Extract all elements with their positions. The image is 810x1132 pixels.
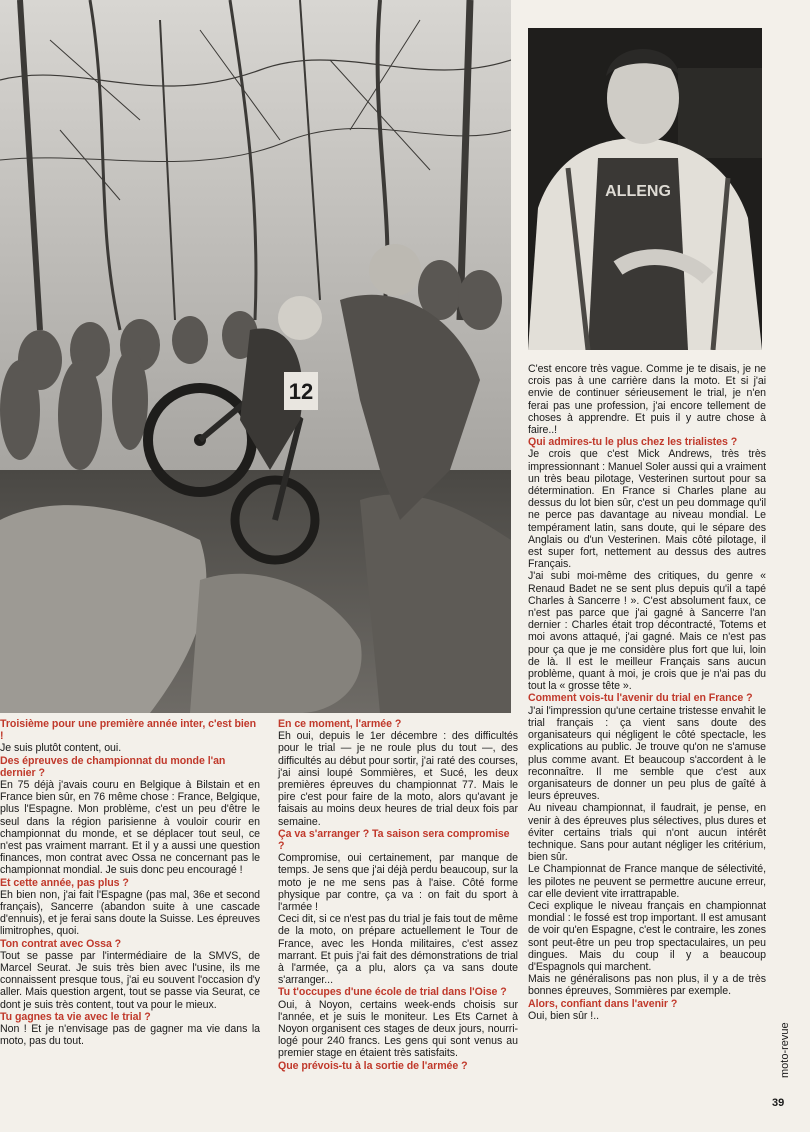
answer: Ceci explique le niveau français en championnat mondial : le fossé est trop important. Il est amusant de voir qu'en Espagne, c'est le contraire, les zones sont peut-être un peu trop spectaculaires, un peu dingues. Mais du coup il y a beaucoup d'Espagnols qui marchent.	[528, 899, 766, 973]
question: Ça va s'arranger ? Ta saison sera compromise ?	[278, 827, 510, 853]
question: Qui admires-tu le plus chez les trialistes ?	[528, 436, 738, 449]
trial-action-photo	[0, 0, 511, 713]
answer: J'ai subi moi-même des critiques, du genre « Renaud Badet ne se sent plus depuis qu'il a tapé Charles à Sancerre ! ». C'est absolument faux, ce n'est pas parce que j'ai gagné à Sancerre l'an dernier : Charles était trop décontracté, Totems et moi avons attaqué, j'ai gagné. Mais ce n'est pas pour ça que je me considère plus fort que lui, loin de là. Il est le meilleur Français sans aucun problème, quant à moi, je crois que je n'ai pas du tout la « grosse tête ».	[528, 570, 766, 693]
question: En ce moment, l'armée ?	[278, 718, 402, 730]
answer: C'est encore très vague. Comme je te disais, je ne crois pas à une carrière dans la moto. Et si j'ai envie de continuer sérieusement le trial, je n'en ferai pas une profession, j'ai encore tellement de choses à apprendre. Et puis il y autre chose à faire..!	[528, 363, 766, 437]
article-column-2	[278, 718, 518, 1072]
answer: Oui, bien sûr !..	[528, 1009, 599, 1022]
magazine-name	[777, 1010, 791, 1078]
rider-number: 12	[288, 379, 314, 404]
answer: Eh oui, depuis le 1er décembre : des difficultés pour le trial — je ne roule plus du tout —, des difficultés au début pour sortir, j'ai raté des courses, j'ai ainsi loupé Sommières, et Sucé, les deux premières épreuves du championnat 77. Mais le pire c'est pour faire de la moto, alors qu'avant je faisais au moins deux heures de trial deux fois par semaine.	[278, 730, 518, 828]
answer: Tout se passe par l'intermédiaire de la SMVS, de Marcel Seurat. Je suis très bien avec l'usine, ils me connaissent presque tous, j'ai eu souvent l'occasion d'y aller. Mais question argent, tout se passe via Seurat, ce dont je suis très content, tout va pour le mieux.	[0, 949, 260, 1011]
question: Tu t'occupes d'une école de trial dans l'Oise ?	[278, 986, 507, 999]
question: Des épreuves de championnat du monde l'an dernier ?	[0, 754, 226, 779]
answer: Au niveau championnat, il faudrait, je pense, en venir à des épreuves plus sélectives, plus dures et éviter certains trials qui n'ont aucun intérêt technique. Sans pour autant négliger les critérium, bien sûr.	[528, 802, 766, 864]
answer: Eh bien non, j'ai fait l'Espagne (pas mal, 36e et second français), Sancerre (abandon suite à une cascade d'ennuis), et je ferai sans doute la Suisse. Les épreuves limitrophes, quoi.	[0, 888, 260, 938]
article-column-1	[0, 718, 260, 1047]
answer: Je suis plutôt content, oui.	[0, 742, 122, 755]
question: Que prévois-tu à la sortie de l'armée ?	[278, 1059, 468, 1072]
answer: Non ! Et je n'envisage pas de gagner ma vie dans la moto, pas du tout.	[0, 1023, 260, 1048]
svg-text:moto-revue: moto-revue	[779, 1022, 791, 1078]
question: Et cette année, pas plus ?	[0, 876, 129, 889]
answer: J'ai l'impression qu'une certaine tristesse envahit le trial français : ça vient sans doute des organisateurs qui négligent le côté spectacle, les explications au public. Je trouve qu'on ne s'amuse plus comme avant. Et beaucoup s'accordent à le reconnaître. Il me semble que c'est aux organisateurs de donner un peu plus de gaîté à leurs épreuves.	[528, 704, 766, 803]
answer: Le Championnat de France manque de sélectivité, les pilotes ne peuvent se permettre aucune erreur, car elle devient vite irrattrapable.	[528, 863, 766, 900]
question: Alors, confiant dans l'avenir ?	[528, 997, 678, 1010]
question: Comment vois-tu l'avenir du trial en France ?	[528, 692, 753, 705]
article-column-3	[528, 363, 766, 1022]
page-number: 39	[772, 1097, 785, 1109]
answer: Je crois que c'est Mick Andrews, très très impressionnant : Manuel Soler aussi qui a vraiment un très beau pilotage, Vesterinen surtout pour sa détermination. En France si Charles plane au dessus du lot bien sûr, c'est un peu dommage qu'il ne perce pas davantage au niveau mondial. Le tempérament latin, sans doute, qui le sépare des Anglais ou d'un Vesterinen. Mais côté pilotage, il est super fort, nettement au dessus des autres Français.	[528, 448, 766, 571]
svg-text:ALLENG: ALLENG	[605, 183, 671, 200]
rider-portrait-photo	[528, 28, 762, 350]
answer: Ceci dit, si ce n'est pas du trial je fais tout de même de la moto, on prépare actuellement le Tour de France, avec les Honda militaires, c'est assez marrant. Et puis j'ai fait des démonstrations de trial à l'armée, ça a plu, alors ça va sans doute s'arranger...	[278, 913, 518, 987]
question: Ton contrat avec Ossa ?	[0, 937, 122, 950]
question: Troisième pour une première année inter, c'est bien !	[0, 718, 257, 743]
question: Tu gagnes ta vie avec le trial ?	[0, 1010, 151, 1023]
answer: Oui, à Noyon, certains week-ends choisis sur l'année, et je suis le moniteur. Les Ets Carnet à Noyon organisent ces stages de deux jours, nourri-logé pour 240 francs. Les gens qui sont venus au premier stage en étaient très satisfaits.	[278, 998, 518, 1060]
answer: Mais ne généralisons pas non plus, il y a de très bonnes épreuves, Sommières par exemple.	[528, 973, 766, 998]
answer: En 75 déjà j'avais couru en Belgique à Bilstain et en France bien sûr, en 76 même chose : France, Belgique, plus l'Espagne. Mon problème, c'est un peu d'être le seul dans la région parisienne à vouloir courir en championnat du monde, et se déplacer tout seul, ce n'est pas vraiment marrant. Et il y a aussi une question finances, mon contrat avec Ossa ne concernant pas le championnat mondial. Je suis donc peu encouragé !	[0, 779, 260, 877]
answer: Compromise, oui certainement, par manque de temps. Je sens que j'ai déjà perdu beaucoup, sur la moto je ne me sens pas à l'aise. Côté forme physique par contre, ça va : on fait du sport à l'armée !	[278, 852, 518, 914]
